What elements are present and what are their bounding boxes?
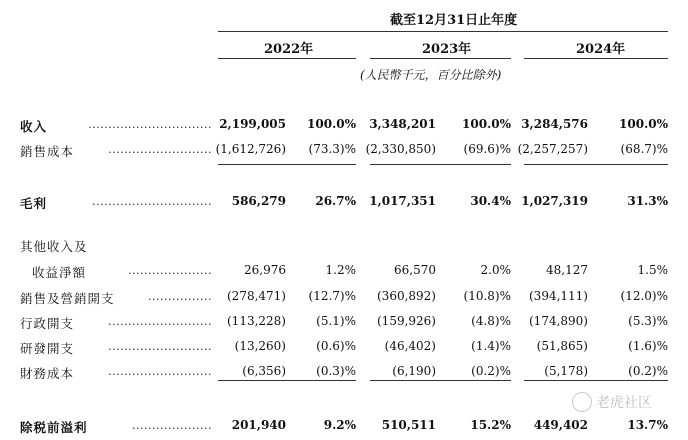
- row-label: 銷售成本: [20, 144, 75, 159]
- amount-cell: (174,890): [529, 314, 588, 328]
- amount-cell: 48,127: [546, 263, 588, 277]
- amount-cell: (360,892): [377, 289, 436, 303]
- row-leader-dots: ..........................: [108, 365, 212, 378]
- row-leader-dots: ................: [148, 290, 212, 303]
- percent-cell: 15.2%: [470, 418, 511, 432]
- year-rule-2024: [524, 58, 668, 59]
- amount-cell: 1,027,319: [521, 194, 588, 208]
- amount-cell: (2,330,850): [365, 142, 436, 156]
- percent-cell: (12.0)%: [620, 289, 668, 303]
- row-leader-dots: ..............................: [92, 195, 212, 208]
- subtotal-rule-2022-b: [218, 380, 356, 381]
- year-2023: 2023年: [422, 42, 472, 57]
- amount-cell: (394,111): [529, 289, 588, 303]
- percent-cell: (5.1)%: [316, 314, 356, 328]
- percent-cell: (68.7)%: [620, 142, 668, 156]
- year-rule-2023: [370, 58, 511, 59]
- percent-cell: (1.6)%: [628, 339, 668, 353]
- percent-cell: 30.4%: [470, 194, 511, 208]
- year-rule-2022: [218, 58, 356, 59]
- header-rule-top: [218, 31, 668, 32]
- amount-cell: 2,199,005: [219, 117, 286, 131]
- subtotal-rule-2023-b: [370, 380, 511, 381]
- year-2024: 2024年: [576, 42, 626, 57]
- amount-cell: 586,279: [231, 194, 286, 208]
- percent-cell: 1.5%: [637, 263, 668, 277]
- percent-cell: 1.2%: [325, 263, 356, 277]
- period-title: 截至12月31日止年度: [390, 13, 518, 28]
- unit-note: (人民幣千元，百分比除外): [360, 68, 502, 82]
- subtotal-rule-2024-b: [524, 380, 668, 381]
- amount-cell: (13,260): [234, 339, 286, 353]
- amount-cell: (6,356): [242, 364, 286, 378]
- row-label: 毛利: [20, 196, 48, 211]
- amount-cell: (51,865): [536, 339, 588, 353]
- percent-cell: (69.6)%: [463, 142, 511, 156]
- row-label: 財務成本: [20, 366, 75, 381]
- amount-cell: (278,471): [227, 289, 286, 303]
- percent-cell: (4.8)%: [471, 314, 511, 328]
- row-leader-dots: ....................: [132, 419, 212, 432]
- amount-cell: 1,017,351: [369, 194, 436, 208]
- amount-cell: 3,348,201: [369, 117, 436, 131]
- amount-cell: 510,511: [381, 418, 436, 432]
- percent-cell: (0.3)%: [316, 364, 356, 378]
- amount-cell: (2,257,257): [517, 142, 588, 156]
- percent-cell: 26.7%: [315, 194, 356, 208]
- percent-cell: (1.4)%: [471, 339, 511, 353]
- percent-cell: 100.0%: [307, 117, 356, 131]
- row-leader-dots: ..........................: [108, 340, 212, 353]
- amount-cell: 66,570: [394, 263, 436, 277]
- amount-cell: (1,612,726): [215, 142, 286, 156]
- tiger-logo-icon: [572, 392, 592, 412]
- amount-cell: (46,402): [384, 339, 436, 353]
- percent-cell: (10.8)%: [463, 289, 511, 303]
- amount-cell: (159,926): [377, 314, 436, 328]
- row-label: 收入: [20, 119, 48, 134]
- row-label: 研發開支: [20, 341, 75, 356]
- percent-cell: 13.7%: [627, 418, 668, 432]
- percent-cell: 100.0%: [619, 117, 668, 131]
- percent-cell: (0.6)%: [316, 339, 356, 353]
- row-leader-dots: .....................: [128, 264, 212, 277]
- subtotal-rule-2023-a: [370, 164, 511, 165]
- percent-cell: 100.0%: [462, 117, 511, 131]
- amount-cell: (5,178): [544, 364, 588, 378]
- row-label: 其他收入及: [20, 239, 88, 254]
- row-label: 收益淨額: [32, 265, 87, 280]
- row-leader-dots: ...............................: [88, 118, 212, 131]
- percent-cell: (0.2)%: [471, 364, 511, 378]
- percent-cell: (73.3)%: [308, 142, 356, 156]
- amount-cell: 26,976: [244, 263, 286, 277]
- percent-cell: (0.2)%: [628, 364, 668, 378]
- amount-cell: 3,284,576: [521, 117, 588, 131]
- watermark-text: 老虎社区: [596, 395, 652, 411]
- subtotal-rule-2022-a: [218, 164, 356, 165]
- percent-cell: 2.0%: [480, 263, 511, 277]
- percent-cell: (12.7)%: [308, 289, 356, 303]
- amount-cell: 201,940: [231, 418, 286, 432]
- watermark: [572, 392, 652, 412]
- row-label: 銷售及營銷開支: [20, 291, 115, 306]
- year-2022: 2022年: [264, 42, 314, 57]
- percent-cell: 9.2%: [323, 418, 356, 432]
- row-leader-dots: ..........................: [108, 315, 212, 328]
- amount-cell: (6,190): [392, 364, 436, 378]
- row-leader-dots: ..........................: [108, 143, 212, 156]
- amount-cell: 449,402: [533, 418, 588, 432]
- percent-cell: (5.3)%: [628, 314, 668, 328]
- row-label: 行政開支: [20, 316, 75, 331]
- row-label: 除税前溢利: [20, 420, 88, 435]
- amount-cell: (113,228): [227, 314, 286, 328]
- percent-cell: 31.3%: [627, 194, 668, 208]
- subtotal-rule-2024-a: [524, 164, 668, 165]
